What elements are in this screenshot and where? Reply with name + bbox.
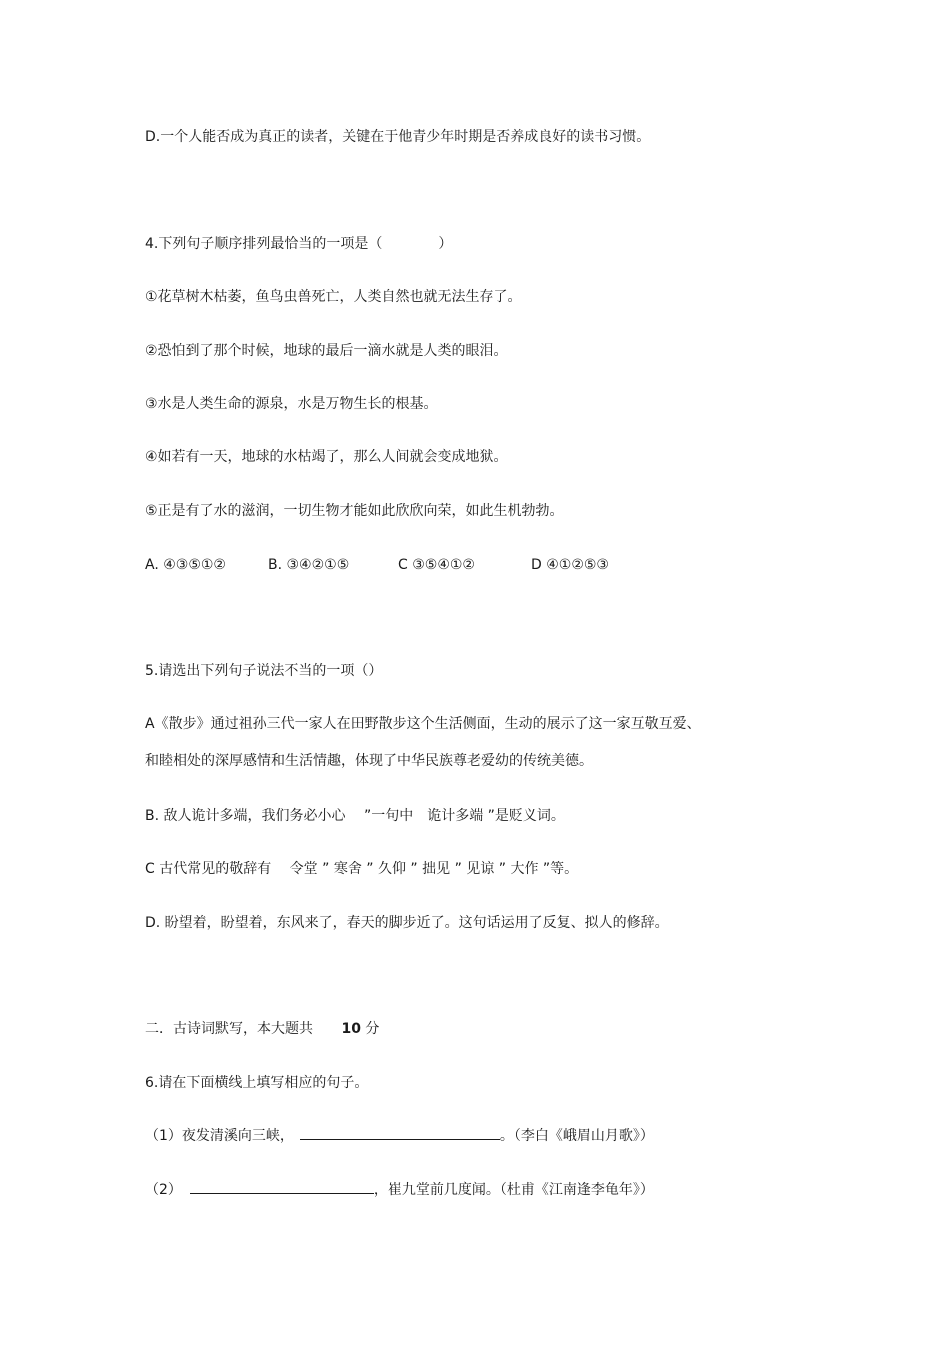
- q6-item-2-blank[interactable]: [190, 1178, 374, 1194]
- q6-item-1-prefix: （1）夜发清溪向三峡，: [145, 1128, 294, 1144]
- q4-option-c: C ③⑤④①②: [398, 557, 475, 573]
- q6-item-1-suffix: 。（李白《峨眉山月歌》）: [499, 1128, 654, 1144]
- q5-option-b: B. 敌人诡计多端，我们务必小心 ”一句中 诡计多端 ”是贬义词。: [145, 808, 565, 824]
- q6-item-2-suffix: ，崔九堂前几度闻。（杜甫《江南逢李龟年》）: [373, 1182, 654, 1198]
- q4-option-d: D ④①②⑤③: [531, 557, 609, 573]
- q5-option-a-line2: 和睦相处的深厚感情和生活情趣，体现了中华民族尊老爱幼的传统美德。: [145, 753, 593, 769]
- q6-item-1: [145, 1124, 654, 1146]
- q4-sentence-2: ②恐怕到了那个时候，地球的最后一滴水就是人类的眼泪。: [145, 343, 508, 359]
- q5-option-a-line1: A《散步》通过祖孙三代一家人在田野散步这个生活侧面，生动的展示了这一家互敬互爱、: [145, 716, 701, 732]
- q6-item-1-blank[interactable]: [300, 1124, 500, 1140]
- q5-option-c: C 古代常见的敬辞有 令堂 ” 寒舍 ” 久仰 ” 拙见 ” 见谅 ” 大作 ”等。: [145, 861, 579, 877]
- q4-sentence-1: ①花草树木枯萎，鱼鸟虫兽死亡，人类自然也就无法生存了。: [145, 289, 522, 305]
- q6-item-2-prefix: （2）: [145, 1182, 182, 1198]
- q4-sentence-5: ⑤正是有了水的滋润，一切生物才能如此欣欣向荣，如此生机勃勃。: [145, 503, 564, 519]
- q4-stem: 4.下列句子顺序排列最恰当的一项是（ ）: [145, 236, 453, 252]
- q6-stem: 6.请在下面横线上填写相应的句子。: [145, 1075, 369, 1091]
- q4-option-a: A. ④③⑤①②: [145, 557, 226, 573]
- q4-option-b: B. ③④②①⑤: [268, 557, 350, 573]
- section-2-score: 10: [341, 1021, 361, 1037]
- section-2-heading-suffix: 分: [365, 1021, 380, 1037]
- q6-item-2: [145, 1178, 654, 1200]
- q5-option-d: D. 盼望着，盼望着，东风来了，春天的脚步近了。这句话运用了反复、拟人的修辞。: [145, 915, 669, 931]
- q5-stem: 5.请选出下列句子说法不当的一项（）: [145, 663, 383, 679]
- q4-sentence-4: ④如若有一天，地球的水枯竭了，那么人间就会变成地狱。: [145, 449, 508, 465]
- q4-options: [145, 555, 609, 575]
- section-2-heading: [145, 1019, 379, 1039]
- q4-sentence-3: ③水是人类生命的源泉，水是万物生长的根基。: [145, 396, 438, 412]
- q3-option-d: D.一个人能否成为真正的读者，关键在于他青少年时期是否养成良好的读书习惯。: [145, 129, 651, 145]
- section-2-heading-prefix: 二．古诗词默写，本大题共: [145, 1021, 313, 1037]
